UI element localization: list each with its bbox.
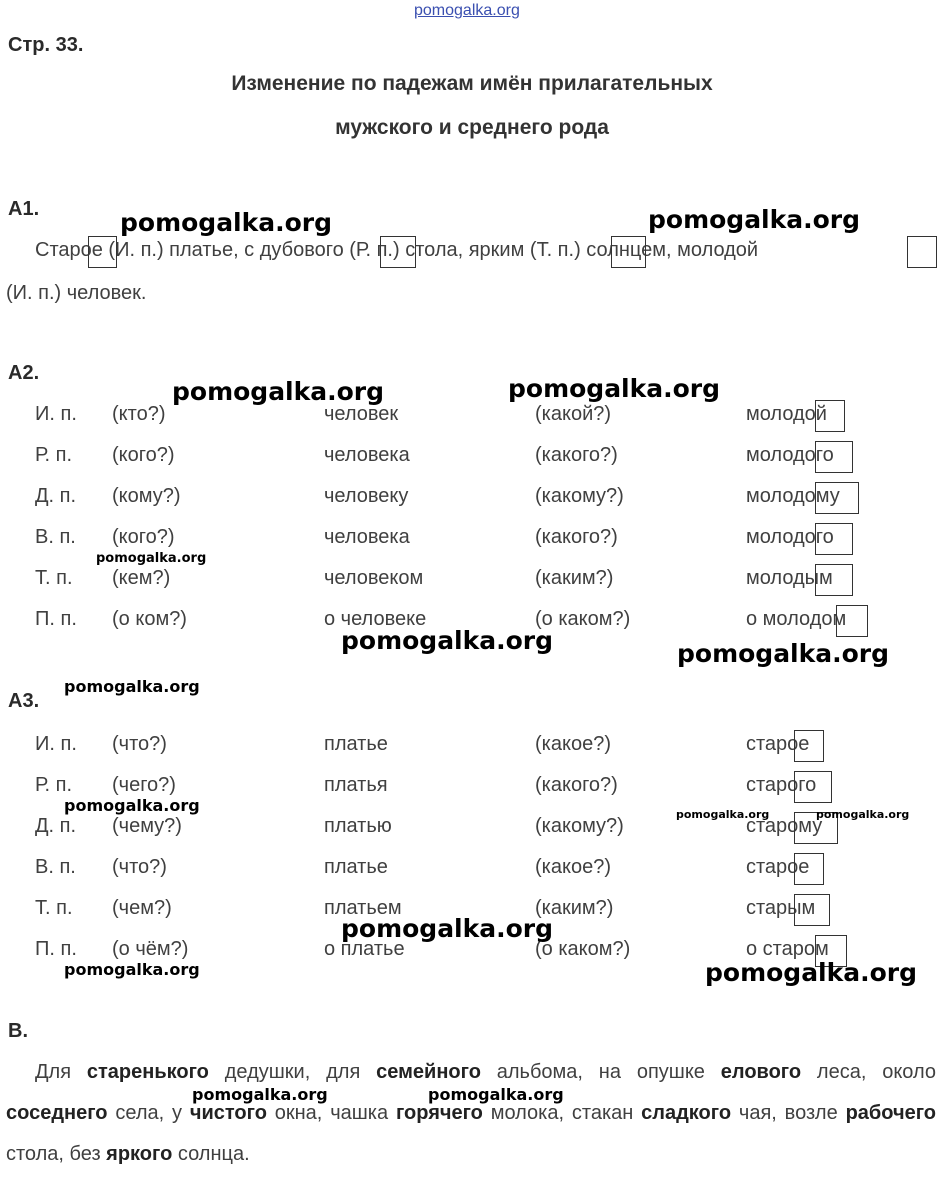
page-number: Стр. 33. <box>8 34 84 56</box>
adjective-question: (какого?) <box>535 444 618 466</box>
noun-form: человек <box>324 403 399 425</box>
watermark: pomogalka.org <box>677 639 890 668</box>
noun-question: (кого?) <box>112 526 175 548</box>
adjective-question: (какое?) <box>535 733 611 755</box>
noun-question: (что?) <box>112 733 167 755</box>
case-label: И. п. <box>35 733 77 755</box>
noun-question: (чему?) <box>112 815 182 837</box>
paragraph-text: солнца. <box>172 1143 250 1165</box>
noun-form: платье <box>324 856 388 878</box>
adjective-form: старого <box>746 774 817 796</box>
adjective-form: старое <box>746 856 810 878</box>
adjective-question: (какого?) <box>535 526 618 548</box>
case-label: Р. п. <box>35 774 73 796</box>
section-b-paragraph <box>6 1052 936 1175</box>
case-label: В. п. <box>35 526 76 548</box>
ending-box <box>815 400 845 432</box>
paragraph-text: окна, чашка <box>266 1102 396 1124</box>
noun-form: о человеке <box>324 608 427 630</box>
watermark: pomogalka.org <box>816 808 910 821</box>
ending-box <box>794 894 830 926</box>
bold-adjective: сладкого <box>641 1102 732 1124</box>
paragraph-text: стола, без <box>6 1143 107 1165</box>
ending-box <box>815 564 853 596</box>
paragraph-text: чая, возле <box>731 1102 846 1124</box>
watermark: pomogalka.org <box>64 796 200 815</box>
ending-box <box>836 605 868 637</box>
adjective-question: (какому?) <box>535 815 624 837</box>
watermark: pomogalka.org <box>341 914 554 943</box>
bold-adjective: соседнего <box>6 1102 108 1124</box>
bold-adjective: рабочего <box>845 1102 936 1124</box>
noun-question: (чего?) <box>112 774 176 796</box>
adjective-form: молодой <box>746 403 827 425</box>
noun-question: (кем?) <box>112 567 171 589</box>
ending-box <box>815 482 859 514</box>
noun-question: (кого?) <box>112 444 175 466</box>
ending-box <box>794 771 832 803</box>
ending-box <box>380 236 416 268</box>
watermark: pomogalka.org <box>64 677 200 696</box>
ending-box <box>794 853 824 885</box>
ending-box <box>611 236 646 268</box>
noun-question: (чем?) <box>112 897 172 919</box>
watermark: pomogalka.org <box>705 958 918 987</box>
bold-adjective: старенького <box>86 1061 209 1083</box>
bold-adjective: яркого <box>106 1143 173 1165</box>
adjective-question: (какой?) <box>535 403 612 425</box>
watermark: pomogalka.org <box>120 208 333 237</box>
noun-form: человеком <box>324 567 424 589</box>
adjective-question: (каким?) <box>535 567 614 589</box>
adjective-question: (о каком?) <box>535 938 631 960</box>
adjective-form: о старом <box>746 938 829 960</box>
paragraph-text: молока, стакан <box>482 1102 642 1124</box>
section-a1-heading: А1. <box>8 198 40 220</box>
adjective-form: старое <box>746 733 810 755</box>
watermark: pomogalka.org <box>648 205 861 234</box>
noun-form: платью <box>324 815 392 837</box>
section-a3-heading: А3. <box>8 690 40 712</box>
noun-question: (о чём?) <box>112 938 189 960</box>
watermark: pomogalka.org <box>341 626 554 655</box>
case-label: В. п. <box>35 856 76 878</box>
adjective-form: молодым <box>746 567 833 589</box>
a1-text-line-1: Старое (И. п.) платье, с дубового (Р. п.) стола, ярким (Т. п.) солнцем, молодой <box>35 239 759 261</box>
adjective-form: старым <box>746 897 816 919</box>
noun-form: платья <box>324 774 388 796</box>
paragraph-text: села, у <box>107 1102 190 1124</box>
watermark: pomogalka.org <box>172 377 385 406</box>
watermark: pomogalka.org <box>508 374 721 403</box>
noun-question: (что?) <box>112 856 167 878</box>
bold-adjective: горячего <box>395 1102 483 1124</box>
ending-box <box>794 730 824 762</box>
adjective-form: молодого <box>746 444 834 466</box>
bold-adjective: семейного <box>376 1061 481 1083</box>
adjective-question: (каким?) <box>535 897 614 919</box>
watermark: pomogalka.org <box>64 960 200 979</box>
noun-form: человека <box>324 526 410 548</box>
adjective-question: (какому?) <box>535 485 624 507</box>
adjective-form: молодому <box>746 485 840 507</box>
ending-box <box>88 236 117 268</box>
noun-question: (о ком?) <box>112 608 187 630</box>
noun-form: человеку <box>324 485 409 507</box>
case-label: Д. п. <box>35 815 77 837</box>
ending-box <box>907 236 937 268</box>
site-link[interactable]: pomogalka.org <box>414 2 520 19</box>
noun-form: платье <box>324 733 388 755</box>
noun-question: (кто?) <box>112 403 166 425</box>
watermark: pomogalka.org <box>96 551 207 566</box>
ending-box <box>815 523 853 555</box>
adjective-question: (какого?) <box>535 774 618 796</box>
paragraph-text: леса, около <box>801 1061 937 1083</box>
section-b-heading: В. <box>8 1020 28 1042</box>
page-title-line-2: мужского и среднего рода <box>335 116 609 139</box>
case-label: П. п. <box>35 608 77 630</box>
watermark: pomogalka.org <box>676 808 770 821</box>
adjective-question: (о каком?) <box>535 608 631 630</box>
case-label: Р. п. <box>35 444 73 466</box>
adjective-question: (какое?) <box>535 856 611 878</box>
bold-adjective: елового <box>720 1061 802 1083</box>
case-label: Т. п. <box>35 567 73 589</box>
page-title-line-1: Изменение по падежам имён прилагательных <box>231 72 713 95</box>
case-label: Д. п. <box>35 485 77 507</box>
noun-form: о платье <box>324 938 405 960</box>
section-a2-heading: А2. <box>8 362 40 384</box>
adjective-form: молодого <box>746 526 834 548</box>
case-label: Т. п. <box>35 897 73 919</box>
noun-form: человека <box>324 444 410 466</box>
watermark: pomogalka.org <box>428 1085 564 1104</box>
paragraph-text: Для <box>35 1061 87 1083</box>
paragraph-text: дедушки, для <box>208 1061 377 1083</box>
case-label: П. п. <box>35 938 77 960</box>
watermark: pomogalka.org <box>192 1085 328 1104</box>
paragraph-text: альбома, на опушке <box>480 1061 721 1083</box>
case-label: И. п. <box>35 403 77 425</box>
ending-box <box>815 441 853 473</box>
noun-form: платьем <box>324 897 402 919</box>
adjective-form: старому <box>746 815 823 837</box>
bold-adjective: чистого <box>189 1102 267 1124</box>
adjective-form: о молодом <box>746 608 847 630</box>
noun-question: (кому?) <box>112 485 181 507</box>
a1-text-line-2: (И. п.) человек. <box>6 282 147 304</box>
